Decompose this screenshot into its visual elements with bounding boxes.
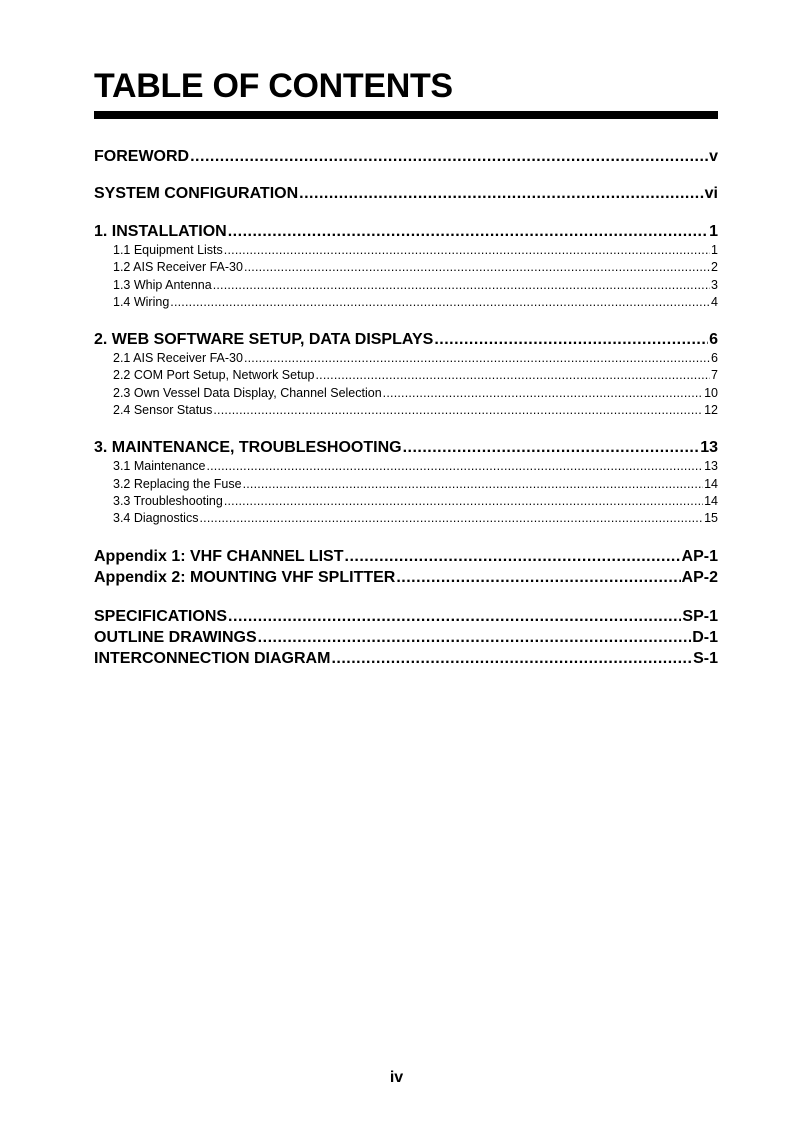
dot-leader	[206, 458, 703, 475]
dot-leader	[244, 259, 710, 276]
toc-subentry-2-3[interactable]	[94, 385, 718, 402]
toc-entry-page: 1	[709, 223, 718, 240]
toc-entry-specifications[interactable]	[94, 606, 718, 627]
toc-entry-appendix-2[interactable]	[94, 567, 718, 588]
toc-entry-label: 3.3 Troubleshooting	[113, 493, 223, 508]
toc-subentry-3-1[interactable]	[94, 458, 718, 475]
dot-leader	[383, 385, 703, 402]
toc-entry-page: 13	[704, 459, 718, 474]
toc-entry-label: 3.1 Maintenance	[113, 459, 206, 474]
toc-entry-installation[interactable]	[94, 221, 718, 242]
dot-leader	[315, 367, 710, 384]
toc-entry-outline-drawings[interactable]	[94, 627, 718, 648]
dot-leader	[224, 493, 703, 510]
toc-subentry-3-4[interactable]	[94, 510, 718, 527]
dot-leader	[224, 242, 710, 259]
toc-entry-page: vi	[704, 185, 718, 202]
dot-leader	[213, 402, 703, 419]
toc-entry-page: v	[709, 148, 718, 165]
toc-entry-page: D-1	[692, 628, 718, 646]
dot-leader	[213, 277, 710, 294]
dot-leader	[299, 183, 704, 204]
toc-entry-label: 3.2 Replacing the Fuse	[113, 476, 242, 491]
dot-leader	[243, 476, 704, 493]
toc-entry-page: SP-1	[682, 607, 718, 625]
toc-subentry-2-2[interactable]	[94, 367, 718, 384]
toc-entry-label: 2.1 AIS Receiver FA-30	[113, 351, 243, 366]
toc-entry-foreword[interactable]	[94, 146, 718, 167]
dot-leader	[228, 606, 681, 627]
toc-entry-page: 1	[711, 243, 718, 257]
toc-entry-label: 3. MAINTENANCE, TROUBLESHOOTING	[94, 439, 402, 457]
dot-leader	[403, 437, 700, 458]
toc-entry-label: 1. INSTALLATION	[94, 223, 227, 240]
toc-entry-page: 6	[709, 331, 718, 349]
toc-entry-label: Appendix 2: MOUNTING VHF SPLITTER	[94, 568, 396, 586]
toc-entry-label: 1.3 Whip Antenna	[113, 277, 212, 292]
toc-entry-page: 13	[700, 439, 718, 457]
toc-entry-page: AP-1	[681, 547, 718, 565]
toc-entry-page: 14	[704, 493, 718, 508]
dot-leader	[199, 510, 703, 527]
toc-subentry-2-4[interactable]	[94, 402, 718, 419]
page-title: TABLE OF CONTENTS	[94, 67, 453, 105]
toc-subentry-3-3[interactable]	[94, 493, 718, 510]
toc-entry-label: 1.2 AIS Receiver FA-30	[113, 260, 243, 275]
toc-entry-label: FOREWORD	[94, 148, 190, 165]
toc-subentry-2-1[interactable]	[94, 350, 718, 367]
toc-subentry-1-2[interactable]	[94, 259, 718, 276]
toc-entry-page: 2	[711, 260, 718, 275]
toc-entry-page: 4	[711, 294, 718, 309]
page-number: iv	[389, 1069, 404, 1086]
toc-entry-page: 3	[711, 277, 718, 292]
toc-entry-label: 2.3 Own Vessel Data Display, Channel Selection	[113, 385, 382, 400]
toc-entry-label: OUTLINE DRAWINGS	[94, 628, 257, 646]
toc-entry-page: AP-2	[681, 568, 718, 586]
toc-entry-page: 15	[704, 511, 718, 526]
dot-leader	[244, 350, 710, 367]
toc-entry-page: 10	[704, 385, 718, 400]
toc-entry-system-configuration[interactable]	[94, 183, 718, 204]
toc-entry-label: 1.1 Equipment Lists	[113, 243, 223, 257]
toc-entry-label: 3.4 Diagnostics	[113, 511, 199, 526]
dot-leader	[228, 221, 708, 242]
toc-subentry-1-3[interactable]	[94, 277, 718, 294]
toc-entry-label: 2.2 COM Port Setup, Network Setup	[113, 368, 315, 383]
toc-subentry-1-4[interactable]	[94, 294, 718, 311]
toc-entry-maintenance[interactable]	[94, 437, 718, 458]
dot-leader	[331, 648, 692, 669]
toc-entry-page: 7	[711, 368, 718, 383]
toc-entry-label: Appendix 1: VHF CHANNEL LIST	[94, 547, 344, 565]
toc-subentry-1-1[interactable]	[94, 242, 718, 259]
toc-entry-label: 2. WEB SOFTWARE SETUP, DATA DISPLAYS	[94, 331, 434, 349]
toc-entry-web-software-setup[interactable]	[94, 329, 718, 350]
toc-entry-page: 12	[704, 403, 718, 418]
toc-entry-page: 6	[711, 351, 718, 366]
toc-entry-label: 1.4 Wiring	[113, 294, 170, 309]
toc-subentry-3-2[interactable]	[94, 476, 718, 493]
toc-entry-label: INTERCONNECTION DIAGRAM	[94, 649, 331, 667]
toc-entry-label: SYSTEM CONFIGURATION	[94, 185, 299, 202]
dot-leader	[190, 146, 708, 167]
title-rule	[94, 111, 718, 119]
dot-leader	[170, 294, 710, 311]
dot-leader	[396, 567, 680, 588]
toc-entry-page: 14	[704, 476, 718, 491]
dot-leader	[258, 627, 692, 648]
dot-leader	[345, 546, 681, 567]
toc-entry-page: S-1	[693, 649, 718, 667]
toc-entry-interconnection-diagram[interactable]	[94, 648, 718, 669]
table-of-contents	[94, 146, 718, 669]
toc-entry-appendix-1[interactable]	[94, 546, 718, 567]
toc-entry-label: SPECIFICATIONS	[94, 607, 228, 625]
toc-entry-label: 2.4 Sensor Status	[113, 403, 213, 418]
dot-leader	[434, 329, 708, 350]
